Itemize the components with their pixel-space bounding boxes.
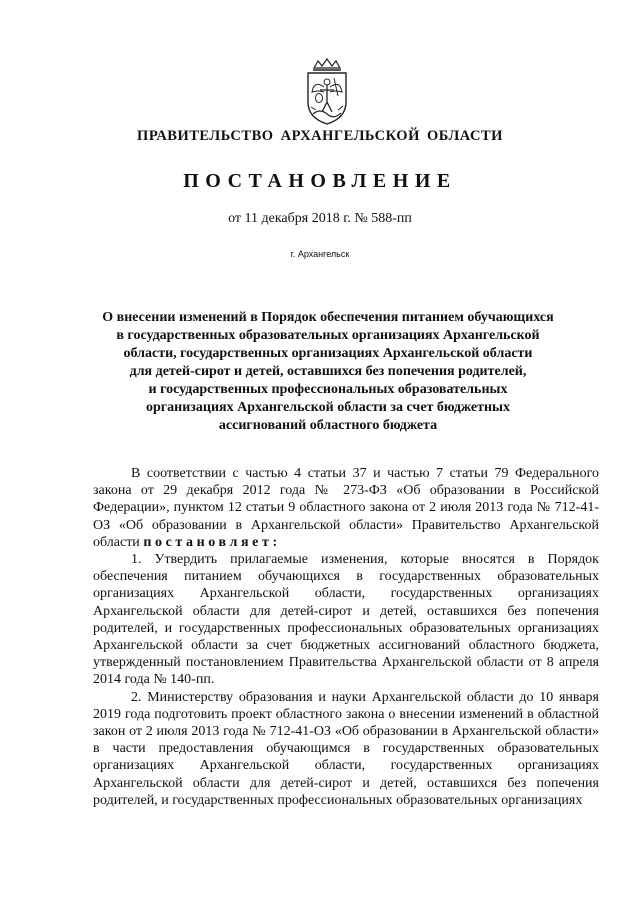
preamble-paragraph (93, 465, 599, 551)
document-type: ПОСТАНОВЛЕНИЕ (183, 170, 457, 192)
heading-line: области, государственных организациях Архангельской области (123, 346, 533, 361)
heading-line: в государственных образовательных организациях Архангельской (116, 328, 540, 343)
heading-line: организациях Архангельской области за счет бюджетных (146, 400, 510, 415)
document-body (93, 465, 599, 809)
decree-colon: : (272, 534, 278, 550)
document-date-number: от 11 декабря 2018 г. № 588-пп (228, 211, 412, 226)
decree-word: постановляет (143, 534, 273, 550)
government-name: ПРАВИТЕЛЬСТВО АРХАНГЕЛЬСКОЙ ОБЛАСТИ (137, 128, 503, 144)
document-city: г. Архангельск (290, 249, 350, 259)
preamble-text: В соответствии с частью 4 статьи 37 и частью 7 статьи 79 Федерального закона от 29 декабря 2012 года № 273-ФЗ «Об образовании в Российской Федерации», пунктом 12 статьи 9 областного закона от 2 июля 2013 года № 712-41-ОЗ «Об образовании в Архангельской области» Правительство Архангельской области (93, 466, 599, 550)
heading-line: и государственных профессиональных образовательных (148, 382, 508, 397)
heading-line: ассигнований областного бюджета (218, 418, 438, 433)
heading-line: для детей-сирот и детей, оставшихся без попечения родителей, (129, 364, 527, 379)
document-heading (80, 309, 576, 435)
item-1-paragraph: 1. Утвердить прилагаемые изменения, которые вносятся в Порядок обеспечения питанием обучающихся в государственных образовательных организациях Архангельской области, государственных организациях Архангельской области для детей-сирот и детей, оставшихся без попечения родителей, и государственных профессиональных образовательных организациях Архангельской области за счет бюджетных ассигнований областного бюджета, утвержденный постановлением Правительства Архангельской области от 8 апреля 2014 года № 140-пп. (93, 552, 599, 688)
heading-line: О внесении изменений в Порядок обеспечения питанием обучающихся (102, 310, 554, 325)
item-2-paragraph: 2. Министерству образования и науки Архангельской области до 10 января 2019 года подготовить проект областного закона о внесении изменений в областной закон от 2 июля 2013 года № 712-41-ОЗ «Об образовании в Архангельской области» в части предоставления обучающимся в государственных образовательных организациях Архангельской области, государственных организациях Архангельской области для детей-сирот и детей, оставшихся без попечения родителей, и государственных профессиональных образовательных организациях (93, 689, 599, 808)
arkhangelsk-coat-of-arms-icon (300, 58, 354, 126)
